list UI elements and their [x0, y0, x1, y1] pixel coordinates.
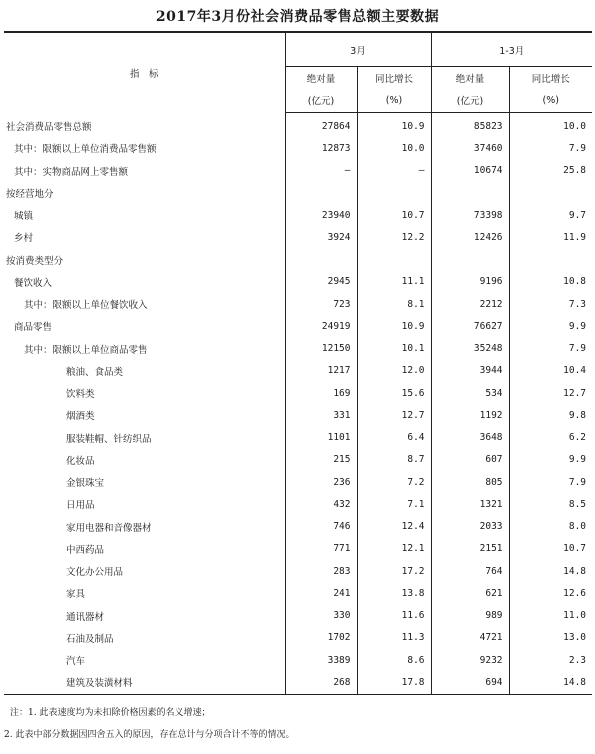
table-row [4, 449, 592, 471]
march-abs-value: 283 [285, 560, 357, 582]
row-label: 其中：限额以上单位餐饮收入 [24, 300, 148, 312]
table-row [4, 226, 592, 248]
march-yoy-value: – [357, 160, 431, 182]
march-abs-value: 331 [285, 404, 357, 426]
march-abs-value: 1101 [285, 427, 357, 449]
q1-yoy-value: 14.8 [509, 560, 592, 582]
table-row [4, 649, 592, 671]
q1-abs-value: 764 [431, 560, 509, 582]
table-body [4, 113, 592, 695]
march-yoy-value: 12.7 [357, 404, 431, 426]
table-row [4, 360, 592, 382]
footnote-2: 2. 此表中部分数据因四舍五入的原因，存在总计与分项合计不等的情况。 [4, 730, 295, 740]
march-abs-value: 432 [285, 493, 357, 515]
q1-abs-value: 2033 [431, 516, 509, 538]
table-row [4, 160, 592, 182]
table-row [4, 538, 592, 560]
row-label: 按消费类型分 [6, 255, 64, 267]
footnotes [4, 702, 592, 746]
march-abs-value: 1702 [285, 627, 357, 649]
row-label: 乡村 [14, 233, 34, 245]
q1-abs-value: 37460 [431, 137, 509, 159]
q1-yoy-value: 7.9 [509, 137, 592, 159]
q1-header: 1-3月 [431, 32, 592, 67]
table-row [4, 315, 592, 337]
row-label: 社会消费品零售总额 [6, 121, 92, 133]
march-yoy-value: 15.6 [357, 382, 431, 404]
row-label: 金银珠宝 [66, 478, 105, 490]
q1-yoy-value: 11.0 [509, 605, 592, 627]
q1-abs-value: 1192 [431, 404, 509, 426]
march-yoy-value: 12.1 [357, 538, 431, 560]
march-yoy-value: 10.7 [357, 204, 431, 226]
q1-yoy-value: 9.9 [509, 315, 592, 337]
row-label: 服装鞋帽、针纺织品 [66, 433, 152, 445]
march-yoy-value: 17.2 [357, 560, 431, 582]
table-row [4, 605, 592, 627]
q1-abs-value [431, 182, 509, 204]
q1-abs-value: 2151 [431, 538, 509, 560]
row-label: 餐饮收入 [14, 277, 53, 289]
q1-yoy-value: 25.8 [509, 160, 592, 182]
march-abs-value: 215 [285, 449, 357, 471]
march-abs-value [285, 249, 357, 271]
q1-yoy-value: 12.7 [509, 382, 592, 404]
march-abs-value: 12873 [285, 137, 357, 159]
row-label: 其中：实物商品网上零售额 [14, 166, 129, 178]
row-label: 文化办公用品 [66, 567, 124, 579]
row-label: 建筑及装潢材料 [66, 678, 133, 690]
march-abs-header: 绝对量 [285, 67, 357, 89]
row-label: 其中：限额以上单位消费品零售额 [14, 144, 157, 156]
footnote-1: 注：1. 此表速度均为未扣除价格因素的名义增速； [10, 708, 211, 718]
march-abs-value: 23940 [285, 204, 357, 226]
q1-yoy-value: 8.0 [509, 516, 592, 538]
table-row [4, 427, 592, 449]
q1-abs-value: 621 [431, 582, 509, 604]
row-label: 城镇 [14, 211, 34, 223]
q1-yoy-value [509, 182, 592, 204]
q1-yoy-unit: (%) [509, 88, 592, 113]
march-yoy-value: 12.2 [357, 226, 431, 248]
march-abs-value [285, 182, 357, 204]
q1-yoy-value: 9.8 [509, 404, 592, 426]
q1-abs-value: 2212 [431, 293, 509, 315]
march-yoy-value: 8.6 [357, 649, 431, 671]
q1-abs-value [431, 249, 509, 271]
march-yoy-value: 7.2 [357, 471, 431, 493]
march-abs-value: 1217 [285, 360, 357, 382]
march-abs-unit: (亿元) [285, 88, 357, 113]
q1-yoy-value: 10.0 [509, 113, 592, 138]
q1-abs-value: 3648 [431, 427, 509, 449]
march-abs-value: 2945 [285, 271, 357, 293]
row-label: 日用品 [66, 500, 95, 512]
retail-sales-table [4, 31, 592, 695]
q1-abs-value: 3944 [431, 360, 509, 382]
q1-abs-unit: (亿元) [431, 88, 509, 113]
row-label: 其中：限额以上单位商品零售 [24, 344, 148, 356]
march-yoy-value: 7.1 [357, 493, 431, 515]
march-abs-value: 12150 [285, 338, 357, 360]
row-label: 化妆品 [66, 455, 95, 467]
march-abs-value: 3924 [285, 226, 357, 248]
table-row [4, 137, 592, 159]
row-label: 饮料类 [66, 389, 95, 401]
indicator-header: 指 标 [129, 68, 159, 80]
march-yoy-value: 13.8 [357, 582, 431, 604]
march-abs-value: 723 [285, 293, 357, 315]
table-row [4, 471, 592, 493]
q1-abs-value: 4721 [431, 627, 509, 649]
march-yoy-unit: (%) [357, 88, 431, 113]
q1-abs-value: 35248 [431, 338, 509, 360]
q1-yoy-value [509, 249, 592, 271]
row-label: 家用电器和音像器材 [66, 522, 152, 534]
march-yoy-value [357, 249, 431, 271]
q1-yoy-value: 7.3 [509, 293, 592, 315]
q1-yoy-value: 10.4 [509, 360, 592, 382]
march-yoy-value: 11.1 [357, 271, 431, 293]
row-label: 粮油、食品类 [66, 366, 124, 378]
row-label: 石油及制品 [66, 633, 114, 645]
q1-abs-value: 12426 [431, 226, 509, 248]
q1-yoy-value: 14.8 [509, 671, 592, 694]
table-row [4, 271, 592, 293]
march-yoy-value: 12.4 [357, 516, 431, 538]
table-row [4, 293, 592, 315]
row-label: 通讯器材 [66, 611, 105, 623]
q1-yoy-value: 8.5 [509, 493, 592, 515]
table-row [4, 560, 592, 582]
q1-abs-value: 1321 [431, 493, 509, 515]
march-abs-value: 330 [285, 605, 357, 627]
table-row [4, 249, 592, 271]
q1-abs-value: 9232 [431, 649, 509, 671]
row-label: 商品零售 [14, 322, 53, 334]
q1-abs-value: 607 [431, 449, 509, 471]
q1-yoy-value: 13.0 [509, 627, 592, 649]
march-yoy-value: 17.8 [357, 671, 431, 694]
march-abs-value: 24919 [285, 315, 357, 337]
page-title: 2017年3月份社会消费品零售总额主要数据 [155, 9, 440, 25]
row-label: 烟酒类 [66, 411, 95, 423]
march-abs-value: 3389 [285, 649, 357, 671]
q1-yoy-header: 同比增长 [509, 67, 592, 89]
q1-yoy-value: 10.7 [509, 538, 592, 560]
q1-abs-value: 10674 [431, 160, 509, 182]
table-row [4, 182, 592, 204]
q1-abs-value: 9196 [431, 271, 509, 293]
row-label: 家具 [66, 589, 86, 601]
march-abs-value: 746 [285, 516, 357, 538]
march-yoy-value: 10.0 [357, 137, 431, 159]
table-row [4, 204, 592, 226]
march-yoy-value: 12.0 [357, 360, 431, 382]
march-yoy-value: 10.9 [357, 113, 431, 138]
q1-abs-value: 73398 [431, 204, 509, 226]
table-row [4, 627, 592, 649]
march-yoy-value: 11.3 [357, 627, 431, 649]
row-label: 汽车 [66, 656, 86, 668]
row-label: 按经营地分 [6, 188, 54, 200]
march-header: 3月 [285, 32, 431, 67]
table-row [4, 582, 592, 604]
q1-abs-value: 76627 [431, 315, 509, 337]
march-abs-value: 771 [285, 538, 357, 560]
q1-yoy-value: 7.9 [509, 338, 592, 360]
table-row [4, 404, 592, 426]
table-row [4, 671, 592, 694]
march-yoy-value: 11.6 [357, 605, 431, 627]
q1-abs-value: 989 [431, 605, 509, 627]
march-abs-value: – [285, 160, 357, 182]
march-abs-value: 27864 [285, 113, 357, 138]
q1-yoy-value: 11.9 [509, 226, 592, 248]
q1-yoy-value: 12.6 [509, 582, 592, 604]
march-abs-value: 268 [285, 671, 357, 694]
table-row [4, 493, 592, 515]
q1-yoy-value: 7.9 [509, 471, 592, 493]
march-abs-value: 169 [285, 382, 357, 404]
q1-yoy-value: 9.7 [509, 204, 592, 226]
march-yoy-value: 8.7 [357, 449, 431, 471]
q1-abs-value: 694 [431, 671, 509, 694]
march-yoy-value [357, 182, 431, 204]
march-yoy-value: 8.1 [357, 293, 431, 315]
march-yoy-value: 10.1 [357, 338, 431, 360]
march-abs-value: 241 [285, 582, 357, 604]
table-row [4, 113, 592, 138]
q1-abs-value: 534 [431, 382, 509, 404]
q1-abs-header: 绝对量 [431, 67, 509, 89]
march-yoy-value: 6.4 [357, 427, 431, 449]
table-row [4, 516, 592, 538]
q1-yoy-value: 10.8 [509, 271, 592, 293]
table-row [4, 382, 592, 404]
march-yoy-header: 同比增长 [357, 67, 431, 89]
q1-yoy-value: 6.2 [509, 427, 592, 449]
table-row [4, 338, 592, 360]
q1-abs-value: 805 [431, 471, 509, 493]
row-label: 中西药品 [66, 544, 105, 556]
march-yoy-value: 10.9 [357, 315, 431, 337]
q1-abs-value: 85823 [431, 113, 509, 138]
q1-yoy-value: 2.3 [509, 649, 592, 671]
q1-yoy-value: 9.9 [509, 449, 592, 471]
march-abs-value: 236 [285, 471, 357, 493]
